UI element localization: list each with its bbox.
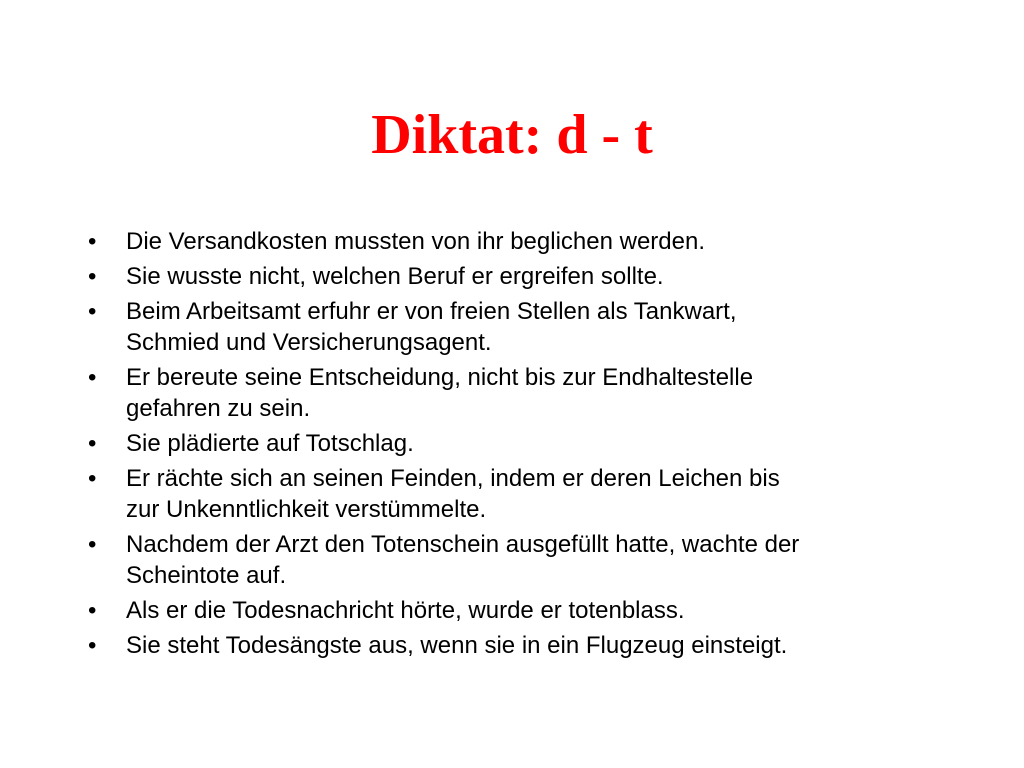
bullet-text-line: Sie steht Todesängste aus, wenn sie in ein Flugzeug einsteigt. bbox=[126, 632, 788, 659]
bullet-text-line: Sie plädierte auf Totschlag. bbox=[126, 430, 414, 457]
bullet-text-line: Er rächte sich an seinen Feinden, indem er deren Leichen bis bbox=[126, 465, 780, 492]
bullet-icon: • bbox=[88, 531, 97, 558]
bullet-icon: • bbox=[88, 364, 97, 391]
bullet-icon: • bbox=[88, 263, 97, 290]
bullet-item bbox=[88, 595, 968, 626]
bullet-text-line: Als er die Todesnachricht hörte, wurde er totenblass. bbox=[126, 597, 685, 624]
bullet-item bbox=[88, 226, 968, 257]
bullet-icon: • bbox=[88, 228, 97, 255]
bullet-item bbox=[88, 428, 968, 459]
bullet-icon: • bbox=[88, 430, 97, 457]
bullet-text-line: Nachdem der Arzt den Totenschein ausgefüllt hatte, wachte der bbox=[126, 531, 800, 558]
bullet-item bbox=[88, 362, 968, 424]
bullet-item bbox=[88, 463, 968, 525]
bullet-item bbox=[88, 261, 968, 292]
bullet-list bbox=[88, 226, 968, 665]
bullet-item bbox=[88, 529, 968, 591]
bullet-text-line: Schmied und Versicherungsagent. bbox=[126, 329, 492, 356]
bullet-icon: • bbox=[88, 465, 97, 492]
bullet-icon: • bbox=[88, 597, 97, 624]
bullet-text-line: gefahren zu sein. bbox=[126, 395, 311, 422]
bullet-item bbox=[88, 630, 968, 661]
bullet-text-line: zur Unkenntlichkeit verstümmelte. bbox=[126, 496, 487, 523]
bullet-text-line: Die Versandkosten mussten von ihr beglichen werden. bbox=[126, 228, 705, 255]
bullet-text-line: Er bereute seine Entscheidung, nicht bis zur Endhaltestelle bbox=[126, 364, 754, 391]
slide-title: Diktat: d - t bbox=[371, 104, 653, 166]
bullet-icon: • bbox=[88, 298, 97, 325]
bullet-item bbox=[88, 296, 968, 358]
bullet-text-line: Beim Arbeitsamt erfuhr er von freien Stellen als Tankwart, bbox=[126, 298, 737, 325]
bullet-icon: • bbox=[88, 632, 97, 659]
bullet-text-line: Sie wusste nicht, welchen Beruf er ergreifen sollte. bbox=[126, 263, 664, 290]
bullet-text-line: Scheintote auf. bbox=[126, 562, 287, 589]
